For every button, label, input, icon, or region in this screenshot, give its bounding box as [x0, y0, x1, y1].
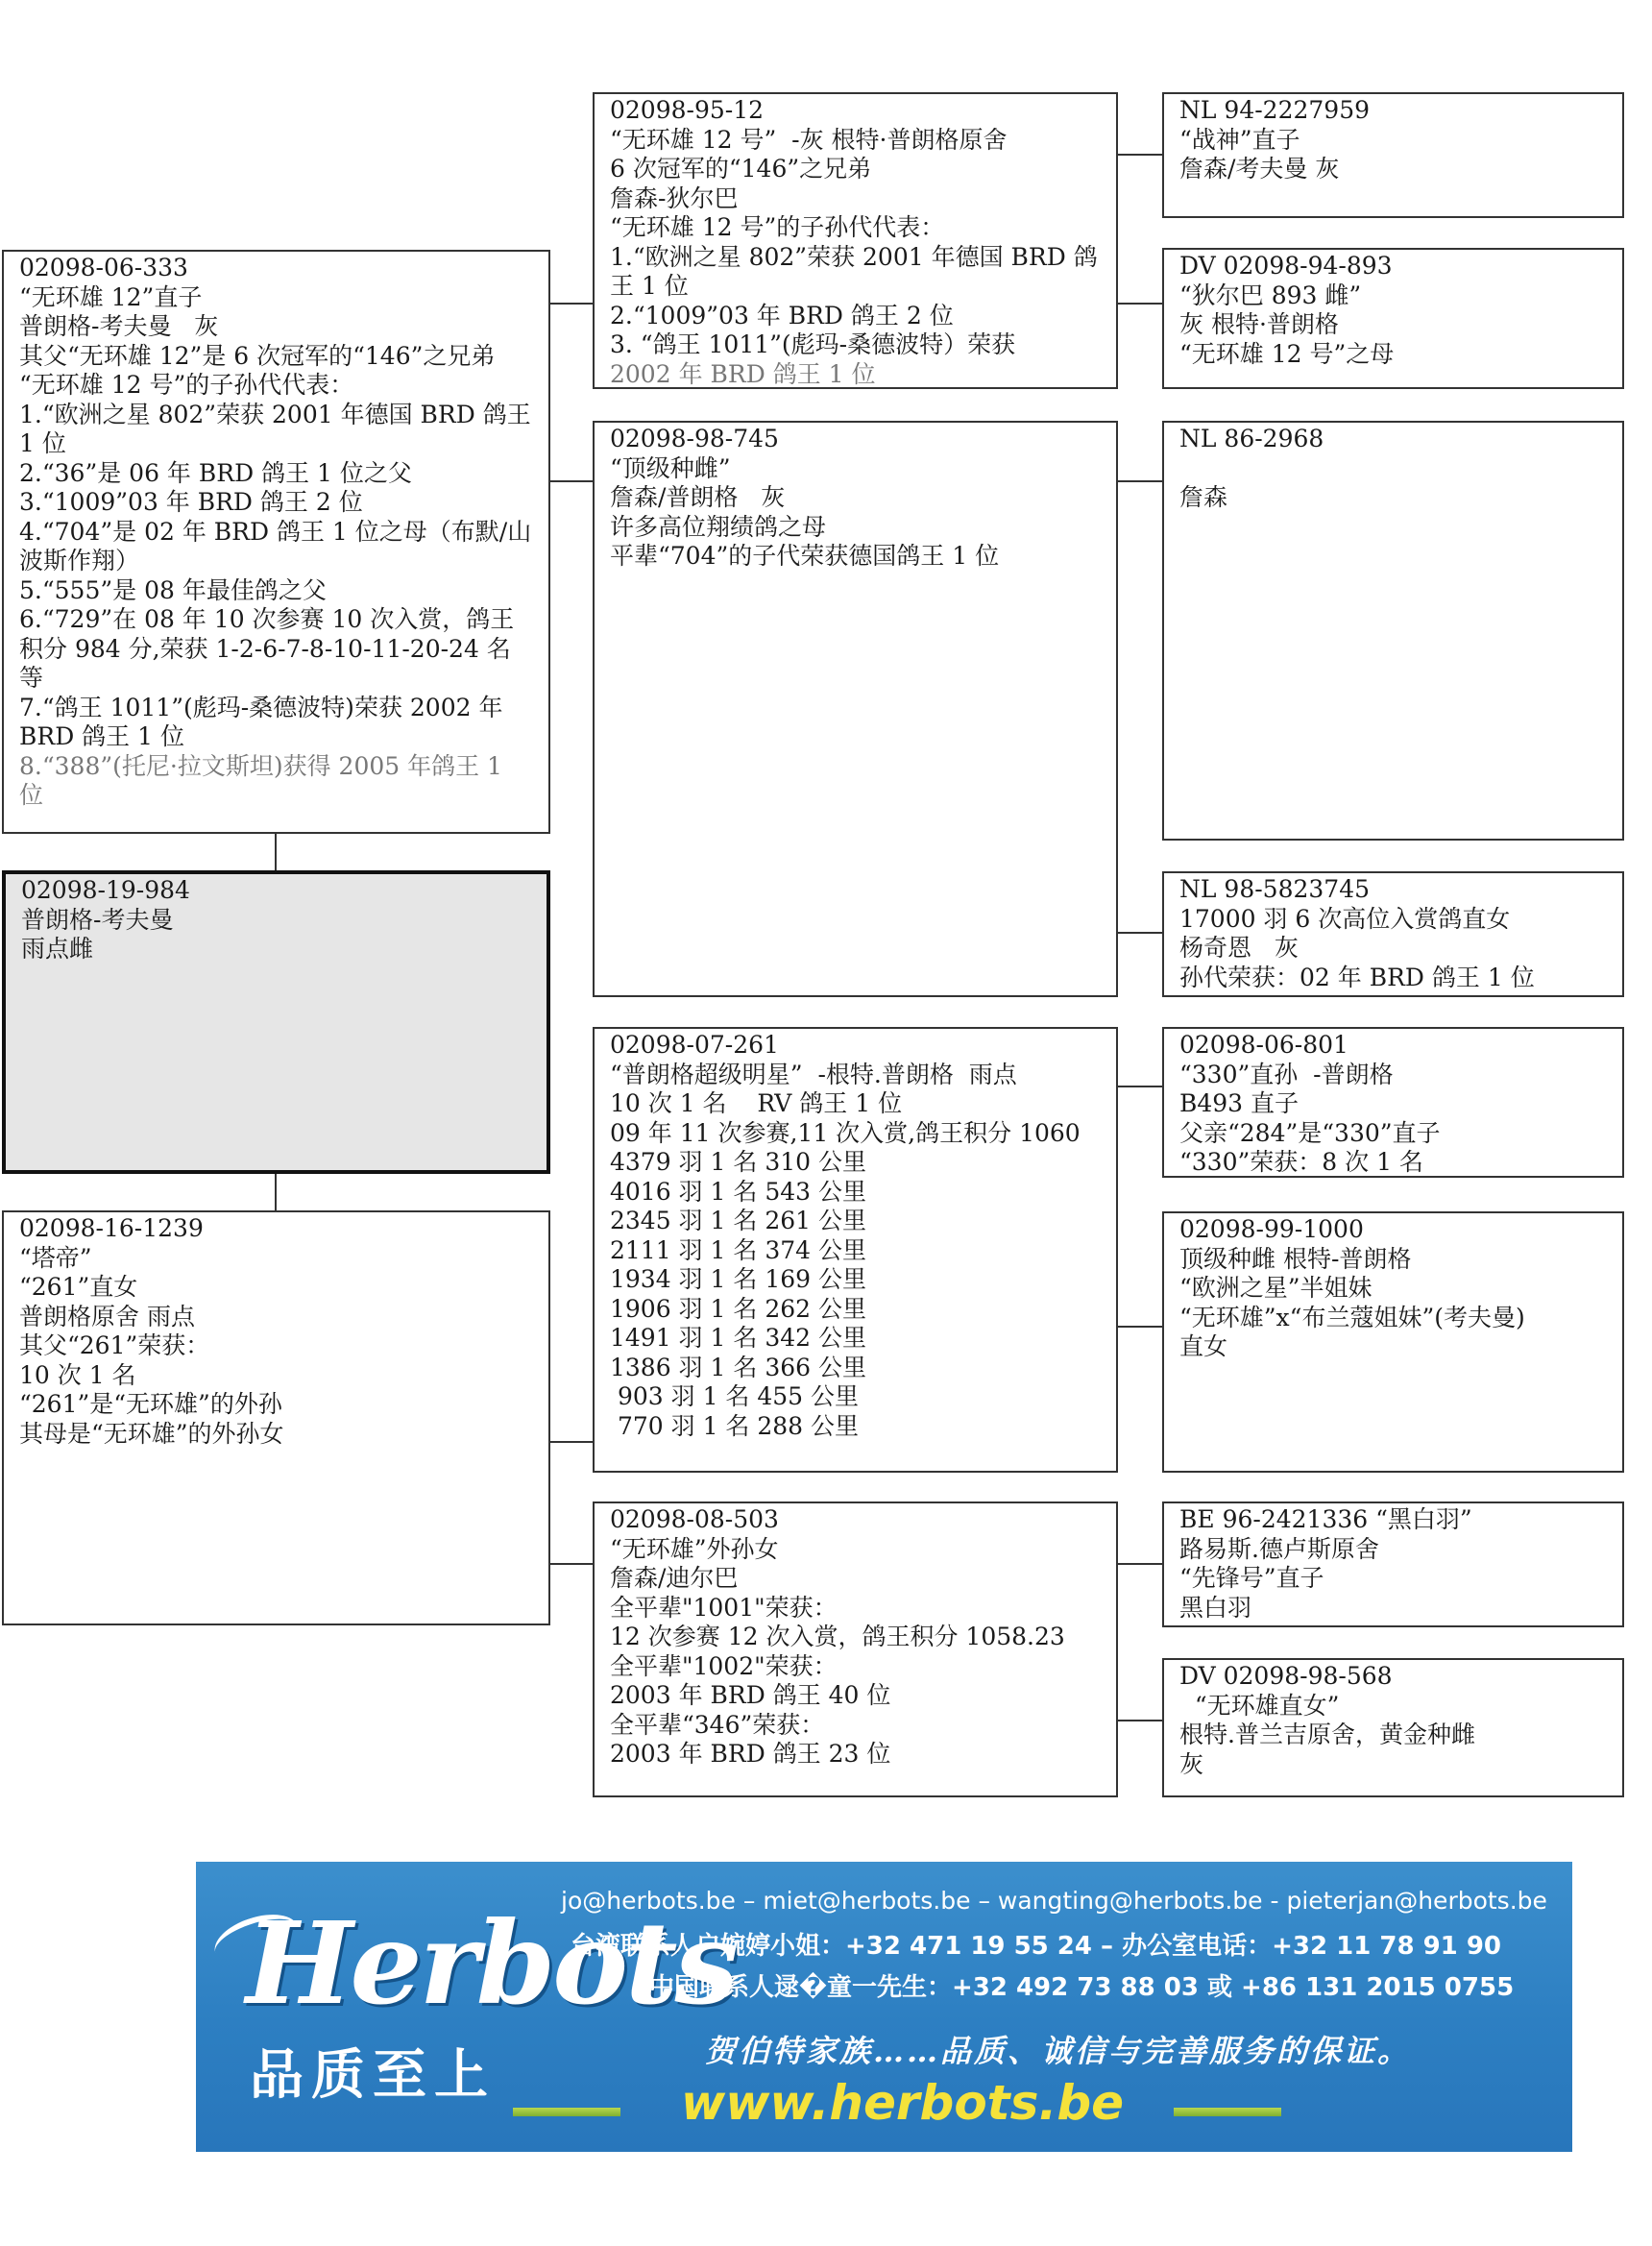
pedigree-line: 770 羽 1 名 288 公里	[610, 1411, 860, 1440]
pedigree-line: 其父“无环雄 12”是 6 次冠军的“146”之兄弟	[19, 341, 496, 370]
connector-sd-ggp4	[1118, 932, 1162, 934]
ggp3-box	[1162, 421, 1624, 841]
pedigree-line: 灰 根特·普朗格	[1179, 310, 1339, 338]
connector-sire-sd	[548, 480, 593, 482]
banner-motto: 贺伯特家族……品质、诚信与完善服务的保证。	[705, 2033, 1412, 2069]
pedigree-line: 普朗格原舍 雨点	[19, 1302, 195, 1331]
pigeon-ring-number: 02098-06-333	[19, 254, 188, 281]
herbots-logo: Herbots	[246, 1896, 736, 2030]
pedigree-line: 6 次冠军的“146”之兄弟	[610, 155, 872, 183]
pedigree-line: 其父“261”荣获：	[19, 1331, 210, 1359]
pedigree-line: 1906 羽 1 名 262 公里	[610, 1294, 866, 1323]
pedigree-line: 1491 羽 1 名 342 公里	[610, 1324, 866, 1352]
banner-bar-left	[513, 2108, 620, 2116]
ggp1-box	[1162, 92, 1624, 218]
pigeon-ring-number: 02098-95-12	[610, 96, 765, 124]
connector-sd-ggp3	[1118, 480, 1162, 482]
pigeon-ring-number: NL 98-5823745	[1179, 875, 1371, 903]
pedigree-line: “无环雄”x“布兰蔻姐妹”(考夫曼)	[1179, 1303, 1525, 1331]
pedigree-line	[1179, 454, 1607, 484]
pedigree-line: 1934 羽 1 名 169 公里	[610, 1265, 866, 1293]
pedigree-line: “261”是“无环雄”的外孙	[19, 1390, 282, 1418]
pedigree-line: “狄尔巴 893 雌”	[1179, 281, 1362, 309]
pedigree-line: 5.“555”是 08 年最佳鸽之父	[19, 575, 327, 604]
pedigree-line: “先锋号”直子	[1179, 1564, 1324, 1592]
banner-emails: jo@herbots.be – miet@herbots.be – wangting@herbots.be - pieterjan@herbots.be	[561, 1887, 1547, 1915]
pedigree-line: 2003 年 BRD 鸽王 23 位	[610, 1740, 891, 1768]
pedigree-line-faded: 8.“388”(托尼·拉文斯坦)获得 2005 年鸽王 1 位	[19, 751, 510, 809]
pigeon-ring-number: NL 86-2968	[1179, 425, 1324, 452]
pedigree-line: 路易斯.德卢斯原舍	[1179, 1534, 1379, 1563]
pedigree-line: “无环雄 12 号” -灰 根特·普朗格原舍	[610, 125, 1008, 154]
pedigree-line: “无环雄直女”	[1179, 1691, 1340, 1720]
banner-slogan: 品质至上	[250, 2044, 496, 2107]
ggp4-box	[1162, 871, 1624, 997]
sire-box	[2, 250, 550, 834]
dam-box	[2, 1210, 550, 1625]
herbots-banner	[196, 1862, 1572, 2152]
pedigree-line: 灰	[1179, 1749, 1204, 1778]
pedigree-line: 12 次参赛 12 次入赏，鸽王积分 1058.23	[610, 1623, 1065, 1650]
connector-subject-dam	[275, 1174, 277, 1210]
pedigree-line: 全平辈“346”荣获：	[610, 1710, 825, 1739]
banner-taiwan-contact: 台湾联系人户婉婷小姐：+32 471 19 55 24 – 办公室电话：+32 11 78 91 90	[571, 1932, 1501, 1961]
pedigree-line: 黑白羽	[1179, 1593, 1252, 1622]
ggp8-box	[1162, 1658, 1624, 1797]
connector-sire-subject	[275, 834, 277, 870]
pedigree-line: 普朗格-考夫曼 灰	[19, 312, 219, 340]
pedigree-line: 1.“欧洲之星 802”荣获 2001 年德国 BRD 鸽王 1 位	[610, 242, 1098, 300]
pigeon-ring-number: BE 96-2421336 “黑白羽”	[1179, 1505, 1472, 1533]
pedigree-line: “无环雄”外孙女	[610, 1534, 779, 1563]
pedigree-line: 17000 羽 6 次高位入赏鸽直女	[1179, 904, 1511, 933]
pigeon-ring-number: DV 02098-94-893	[1179, 252, 1393, 280]
dam-sire-box	[593, 1027, 1118, 1473]
pedigree-line: 其母是“无环雄”的外孙女	[19, 1419, 284, 1448]
pedigree-line: 詹森	[1179, 483, 1228, 511]
connector-dam-dd	[548, 1563, 593, 1565]
pedigree-line: 2345 羽 1 名 261 公里	[610, 1207, 866, 1234]
banner-url[interactable]: www.herbots.be	[681, 2075, 1125, 2131]
pedigree-line: 雨点雌	[21, 935, 94, 963]
pedigree-line: “无环雄 12 号”的子孙代代表：	[610, 213, 945, 241]
pedigree-line: 2003 年 BRD 鸽王 40 位	[610, 1681, 891, 1709]
pedigree-line: 许多高位翔绩鸽之母	[610, 512, 827, 541]
ggp6-box	[1162, 1211, 1624, 1473]
pigeon-ring-number: 02098-06-801	[1179, 1031, 1348, 1059]
connector-ds-ggp6	[1118, 1326, 1162, 1328]
pigeon-ring-number: 02098-08-503	[610, 1505, 779, 1533]
pedigree-line: 杨奇恩 灰	[1179, 934, 1299, 962]
pedigree-line: “无环雄 12 号”之母	[1179, 339, 1395, 368]
connector-ds-ggp5	[1118, 1086, 1162, 1087]
connector-ss-ggp2	[1118, 303, 1162, 305]
connector-dd-ggp8	[1118, 1720, 1162, 1721]
dam-dam-box	[593, 1501, 1118, 1797]
pedigree-line: “261”直女	[19, 1273, 138, 1301]
pedigree-line: 2.“1009”03 年 BRD 鸽王 2 位	[610, 301, 954, 330]
pedigree-line: “普朗格超级明星” -根特.普朗格 雨点	[610, 1060, 1017, 1088]
pigeon-ring-number: DV 02098-98-568	[1179, 1662, 1393, 1690]
subject-box	[2, 870, 550, 1174]
pedigree-line: “330”直孙 -普朗格	[1179, 1060, 1394, 1088]
pedigree-line: 父亲“284”是“330”直子	[1179, 1118, 1441, 1147]
sire-dam-box	[593, 421, 1118, 997]
pigeon-ring-number: 02098-99-1000	[1179, 1215, 1364, 1243]
pedigree-line: 3. “鸽王 1011”(彪玛-桑德波特）荣获	[610, 330, 1016, 358]
pedigree-line: 顶级种雌 根特-普朗格	[1179, 1244, 1412, 1273]
pedigree-line: 1386 羽 1 名 366 公里	[610, 1353, 866, 1381]
pigeon-ring-number: 02098-16-1239	[19, 1214, 204, 1242]
pedigree-line: 平辈“704”的子代荣获德国鸽王 1 位	[610, 542, 1000, 570]
pedigree-line: “塔帝”	[19, 1243, 92, 1272]
banner-china-contact: 中国联系人逯�童一先生：+32 492 73 88 03 或 +86 131 2015 0755	[649, 1973, 1515, 2002]
connector-ss-ggp1	[1118, 154, 1162, 156]
pigeon-ring-number: 02098-19-984	[21, 876, 190, 904]
pedigree-line: 10 次 1 名	[19, 1360, 136, 1389]
pedigree-line: 09 年 11 次参赛,11 次入赏,鸽王积分 1060	[610, 1118, 1081, 1147]
pigeon-ring-number: 02098-07-261	[610, 1031, 779, 1059]
connector-dam-ds	[548, 1441, 593, 1443]
pedigree-line: 詹森/考夫曼 灰	[1179, 155, 1340, 183]
ggp2-box	[1162, 248, 1624, 389]
banner-bar-right	[1174, 2108, 1281, 2116]
ggp7-box	[1162, 1501, 1624, 1627]
pedigree-line: 10 次 1 名 RV 鸽王 1 位	[610, 1089, 903, 1117]
pedigree-line: 1.“欧洲之星 802”荣获 2001 年德国 BRD 鸽王 1 位	[19, 400, 539, 457]
pedigree-line: 直女	[1179, 1332, 1228, 1360]
ggp5-box	[1162, 1027, 1624, 1178]
pedigree-line: 詹森/普朗格 灰	[610, 483, 786, 511]
sire-sire-box	[593, 92, 1118, 389]
pedigree-line: 7.“鸽王 1011”(彪玛-桑德波特)荣获 2002 年 BRD 鸽王 1 位	[19, 693, 511, 750]
connector-sire-ss	[548, 303, 593, 305]
pedigree-line: 孙代荣获：02 年 BRD 鸽王 1 位	[1179, 963, 1535, 991]
pedigree-line: 詹森/迪尔巴	[610, 1564, 739, 1592]
pedigree-line: “无环雄 12”直子	[19, 282, 203, 311]
pedigree-line: 2.“36”是 06 年 BRD 鸽王 1 位之父	[19, 458, 412, 487]
pedigree-line: 6.“729”在 08 年 10 次参赛 10 次入赏，鸽王积分 984 分,荣获 1-2-6-7-8-10-11-20-24 名等	[19, 605, 515, 692]
pigeon-ring-number: NL 94-2227959	[1179, 96, 1371, 124]
pedigree-line: 3.“1009”03 年 BRD 鸽王 2 位	[19, 488, 363, 516]
pedigree-line: “欧洲之星”半姐妹	[1179, 1274, 1373, 1302]
pedigree-line: “战神”直子	[1179, 125, 1300, 154]
pigeon-ring-number: 02098-98-745	[610, 425, 779, 452]
pedigree-line: 4379 羽 1 名 310 公里	[610, 1148, 866, 1176]
pedigree-line: 普朗格-考夫曼	[21, 905, 174, 934]
pedigree-line: “顶级种雌”	[610, 453, 731, 482]
pedigree-line: 2111 羽 1 名 374 公里	[610, 1235, 866, 1264]
pedigree-line: 詹森-狄尔巴	[610, 183, 739, 212]
pedigree-line: 4.“704”是 02 年 BRD 鸽王 1 位之母（布默/山波斯作翔）	[19, 517, 532, 574]
pedigree-line: “无环雄 12 号”的子孙代代表：	[19, 371, 354, 399]
pedigree-line: B493 直子	[1179, 1089, 1300, 1117]
pedigree-line: 全平辈"1001"荣获：	[610, 1593, 838, 1622]
pedigree-line-faded: 2002 年 BRD 鸽王 1 位	[610, 359, 876, 388]
pedigree-line: 全平辈"1002"荣获：	[610, 1651, 838, 1680]
pedigree-line: 根特.普兰吉原舍，黄金种雌	[1179, 1721, 1475, 1748]
pedigree-line: “330”荣获：8 次 1 名	[1179, 1148, 1423, 1176]
connector-dd-ggp7	[1118, 1563, 1162, 1565]
pedigree-line: 4016 羽 1 名 543 公里	[610, 1177, 866, 1206]
pedigree-line: 903 羽 1 名 455 公里	[610, 1382, 860, 1410]
